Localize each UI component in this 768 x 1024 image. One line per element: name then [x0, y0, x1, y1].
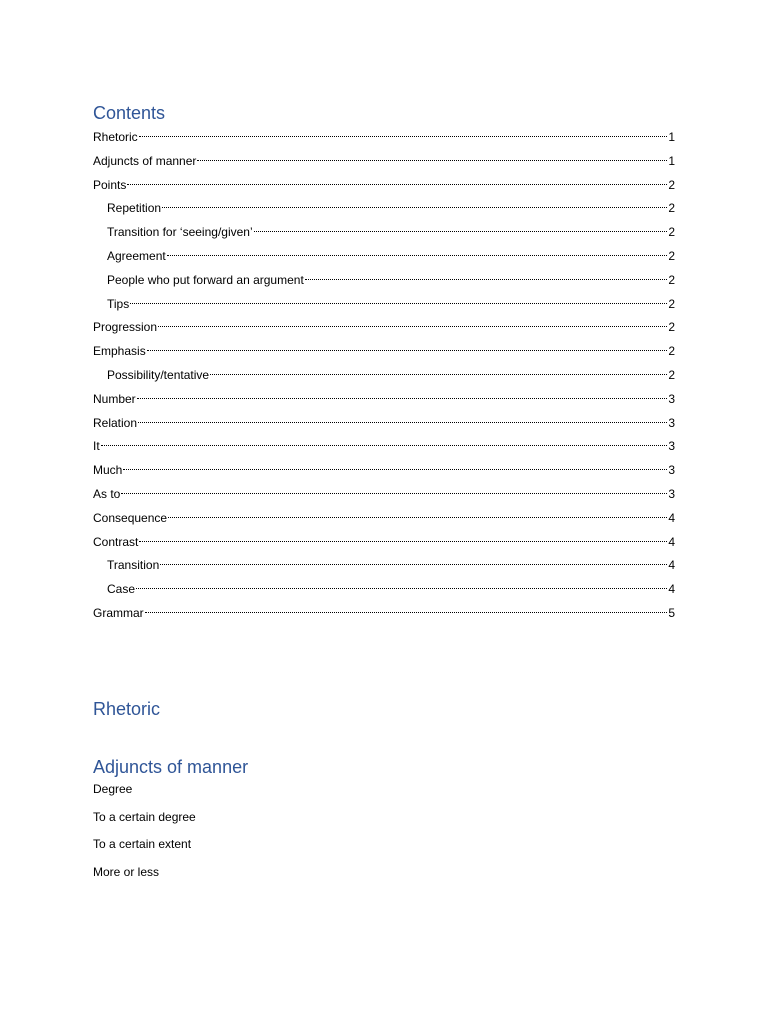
toc-dot-leader: [138, 422, 667, 423]
toc-entry[interactable]: [93, 197, 675, 221]
toc-dot-leader: [121, 493, 667, 494]
toc-entry-text: Possibility/tentative: [107, 367, 210, 382]
toc-entry[interactable]: [93, 174, 675, 198]
toc-entry-page: 2: [668, 248, 675, 263]
toc-dot-leader: [210, 374, 667, 375]
toc-entry[interactable]: [93, 340, 675, 364]
toc-entry-page: 2: [668, 272, 675, 287]
toc-entry-page: 2: [668, 367, 675, 382]
toc-dot-leader: [254, 231, 668, 232]
toc-entry-page: 4: [668, 558, 675, 573]
toc-list: [93, 126, 675, 626]
toc-entry[interactable]: [93, 364, 675, 388]
toc-dot-leader: [197, 160, 667, 161]
toc-entry-text: Rhetoric: [93, 130, 138, 144]
toc-entry-page: 3: [668, 391, 675, 406]
toc-entry-page: 2: [668, 225, 675, 240]
toc-entry-text: Adjuncts of manner: [93, 153, 197, 168]
toc-dot-leader: [168, 517, 667, 518]
toc-dot-leader: [167, 255, 668, 256]
section-heading-adjuncts-of-manner: Adjuncts of manner: [93, 757, 249, 777]
toc-entry[interactable]: [93, 126, 675, 150]
toc-entry-page: 2: [668, 296, 675, 311]
toc-entry-text: People who put forward an argument: [107, 272, 304, 287]
toc-entry-page: 4: [668, 510, 675, 525]
toc-dot-leader: [123, 469, 667, 470]
section-heading-rhetoric: Rhetoric: [93, 699, 161, 719]
toc-entry-text: Relation: [93, 415, 138, 430]
toc-entry-page: 1: [668, 130, 675, 144]
toc-entry-page: 5: [668, 605, 675, 620]
toc-dot-leader: [162, 207, 667, 208]
toc-entry-text: Tips: [107, 296, 130, 311]
toc-entry[interactable]: [93, 507, 675, 531]
toc-entry[interactable]: [93, 531, 675, 555]
toc-dot-leader: [137, 398, 668, 399]
toc-entry-text: Consequence: [93, 510, 168, 525]
toc-entry-text: It: [93, 439, 100, 454]
toc-dot-leader: [147, 350, 668, 351]
toc-entry-page: 2: [668, 201, 675, 216]
toc-entry-text: Transition: [107, 558, 160, 573]
toc-entry[interactable]: [93, 269, 675, 293]
toc-entry[interactable]: [93, 435, 675, 459]
toc-dot-leader: [127, 184, 667, 185]
toc-entry-page: 4: [668, 534, 675, 549]
toc-entry[interactable]: [93, 459, 675, 483]
adjuncts-body: [93, 779, 196, 889]
toc-entry-page: 2: [668, 344, 675, 359]
toc-entry-page: 2: [668, 177, 675, 192]
toc-entry[interactable]: [93, 554, 675, 578]
toc-entry[interactable]: [93, 578, 675, 602]
toc-entry[interactable]: [93, 150, 675, 174]
toc-entry-text: Case: [107, 582, 136, 597]
toc-dot-leader: [139, 136, 668, 137]
toc-entry-text: Repetition: [107, 201, 162, 216]
toc-dot-leader: [160, 564, 667, 565]
toc-entry-text: Much: [93, 463, 123, 478]
toc-entry-page: 3: [668, 415, 675, 430]
toc-dot-leader: [130, 303, 667, 304]
toc-dot-leader: [158, 326, 667, 327]
toc-entry[interactable]: [93, 245, 675, 269]
toc-dot-leader: [139, 541, 667, 542]
toc-entry[interactable]: [93, 412, 675, 436]
toc-entry[interactable]: [93, 221, 675, 245]
toc-entry-page: 4: [668, 582, 675, 597]
toc-entry-page: 3: [668, 486, 675, 501]
toc-entry[interactable]: [93, 316, 675, 340]
toc-dot-leader: [136, 588, 667, 589]
toc-entry-text: Number: [93, 391, 136, 406]
toc-entry-text: Points: [93, 177, 127, 192]
toc-entry[interactable]: [93, 483, 675, 507]
body-paragraph: To a certain extent: [93, 837, 192, 851]
toc-title: Contents: [93, 103, 166, 123]
toc-entry[interactable]: [93, 602, 675, 626]
table-of-contents: [93, 100, 675, 626]
toc-entry-text: Transition for ‘seeing/given’: [107, 225, 253, 240]
toc-entry-text: Contrast: [93, 534, 139, 549]
toc-dot-leader: [145, 612, 668, 613]
toc-entry-text: Grammar: [93, 605, 144, 620]
toc-entry-text: Agreement: [107, 248, 166, 263]
toc-entry-page: 3: [668, 463, 675, 478]
toc-entry-text: As to: [93, 486, 121, 501]
body-paragraph: More or less: [93, 864, 160, 879]
body-paragraph: To a certain degree: [93, 809, 196, 824]
toc-entry-page: 2: [668, 320, 675, 335]
toc-dot-leader: [305, 279, 668, 280]
toc-entry[interactable]: [93, 293, 675, 317]
toc-entry-page: 1: [668, 153, 675, 168]
body-paragraph: Degree: [93, 782, 133, 796]
toc-entry[interactable]: [93, 388, 675, 412]
toc-entry-text: Emphasis: [93, 344, 146, 359]
toc-entry-text: Progression: [93, 320, 158, 335]
toc-dot-leader: [101, 445, 668, 446]
toc-entry-page: 3: [668, 439, 675, 454]
